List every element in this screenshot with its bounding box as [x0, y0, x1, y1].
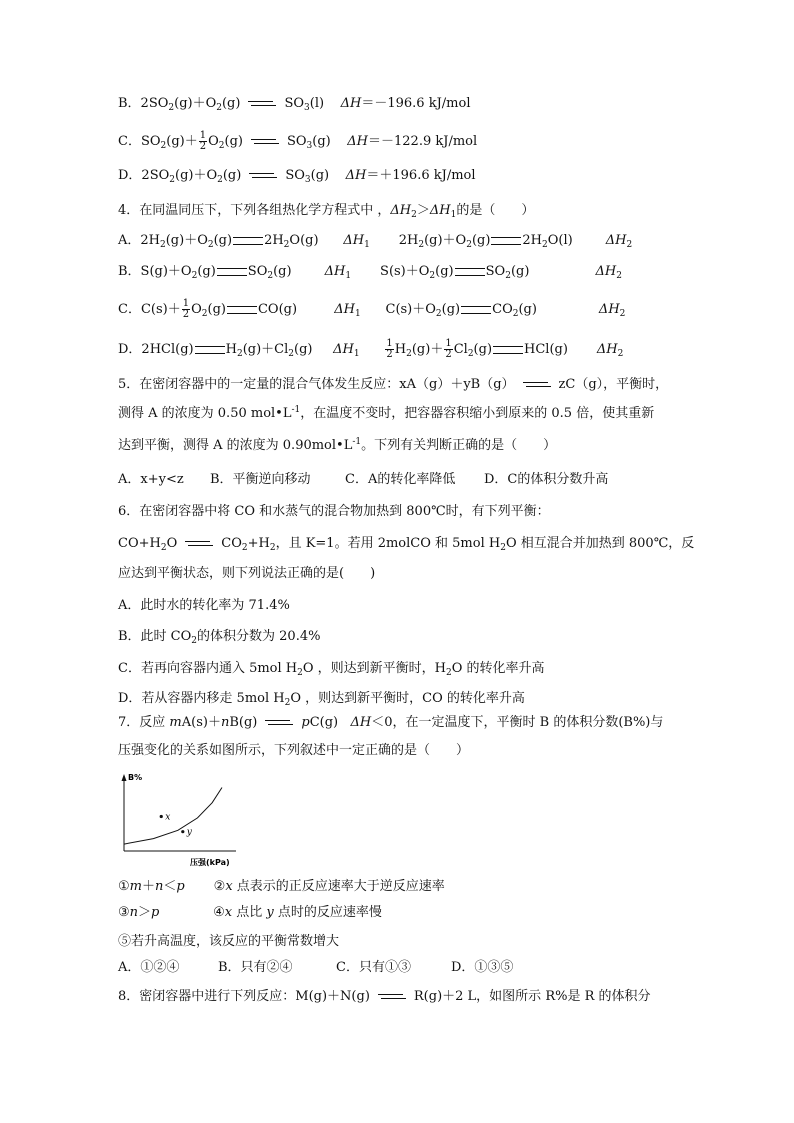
q7-line1: 7．反应 mA(s)＋nB(g) pC(g) ΔH＜0，在一定温度下，平衡时 B 的体积分数(B%)与	[118, 715, 664, 730]
q4-option-d: D．2HCl(g) $H_2(g)+Cl_2(g)$ $\Delta H_1$ $\frac{1}{2}$ $H_2(g)+$ $\frac{1}{2}$ $Cl_2(g)$ HCl(g) $\Delta H_2$	[118, 338, 624, 360]
q3-option-b: B．$2SO_2(g)+O_2(g)$ $SO_3(l)$ ΔH＝－196.6 kJ/mol	[118, 96, 471, 113]
q4-option-b: B．$S(g)+O_2(g)$ $SO_2(g)$ $\Delta H_1$ $S(s)+O_2(g)$ $SO_2(g)$ $\Delta H_2$	[118, 264, 622, 281]
q5-line2: 测得 A 的浓度为 0.50 $mol•L^{-1}$，在温度不变时，把容器容积缩小到原来的 0.5 倍，使其重新	[118, 405, 655, 421]
q7-statement-1-2: ①m＋n＜p ②x 点表示的正反应速率大于逆反应速率	[118, 879, 445, 894]
q7-statement-3-4: ③n＞p ④x 点比 y 点时的反应速率慢	[118, 905, 382, 920]
pressure-b-percent-chart	[112, 768, 252, 868]
q5-option-a[interactable]: A．x+y<z	[118, 472, 184, 487]
point-x	[160, 815, 163, 818]
q5-option-c[interactable]: C．A的转化率降低	[345, 472, 456, 487]
q6-option-b[interactable]: B．此时 $CO_2$的体积分数为 20.4%	[118, 629, 321, 646]
q7-option-d[interactable]: D．①③⑤	[451, 960, 514, 975]
point-y	[181, 830, 184, 833]
q5-line3: 达到平衡，测得 A 的浓度为 $0.90mol•L^{-1}$。下列有关判断正确的是（ ）	[118, 437, 557, 453]
q6-line3: 应达到平衡状态，则下列说法正确的是( )	[118, 566, 376, 581]
x-axis-label: 压强(kPa)	[190, 858, 230, 867]
y-axis-arrow	[122, 774, 127, 781]
q3-option-d: D．$2SO_2(g)+O_2(g)$ $SO_3(g)$ ΔH＝＋196.6 kJ/mol	[118, 168, 476, 185]
q5-line1: 5．在密闭容器中的一定量的混合气体发生反应：xA（g）＋yB（g） zC（g），平衡时，	[118, 377, 669, 392]
q7-option-a[interactable]: A．①②④	[118, 960, 180, 975]
q6-option-c[interactable]: C．若再向容器内通入 5mol $H_2O$ ，则达到新平衡时，$H_2O$ 的转化率升高	[118, 661, 545, 678]
q7-line2: 压强变化的关系如图所示，下列叙述中一定正确的是（ ）	[118, 743, 470, 758]
q6-option-d[interactable]: D．若从容器内移走 5mol $H_2O$ ，则达到新平衡时，CO 的转化率升高	[118, 691, 525, 708]
q6-option-a[interactable]: A．此时水的转化率为 71.4%	[118, 598, 290, 613]
q6-line1: 6．在密闭容器中将 CO 和水蒸气的混合物加热到 800℃时，有下列平衡：	[118, 504, 550, 519]
q5-option-b[interactable]: B．平衡逆向移动	[210, 472, 311, 487]
point-label-y: y	[186, 827, 192, 838]
point-label-x: x	[165, 812, 171, 823]
y-axis-label: B%	[128, 773, 143, 782]
q5-option-d[interactable]: D．C的体积分数升高	[484, 472, 609, 487]
q7-option-c[interactable]: C．只有①③	[336, 960, 411, 975]
q7-option-b[interactable]: B．只有②④	[218, 960, 293, 975]
q3-option-c: C．$SO_2(g)+$ $\frac{1}{2}$ $O_2(g)$ $SO_3(g)$ ΔH＝－122.9 kJ/mol	[118, 130, 478, 152]
q8-line1: 8．密闭容器中进行下列反应：M(g)＋N(g) R(g)＋2 L，如图所示 R%是 R 的体积分	[118, 989, 651, 1004]
q6-line2: $CO+H_2O$ $CO_2+H_2$，且 K=1。若用 2molCO 和 5mol $H_2O$ 相互混合并加热到 800℃，反	[118, 536, 695, 553]
q4-stem: 4．在同温同压下，下列各组热化学方程式中 ，$\Delta H_2>\Delta H_1$的是（ ）	[118, 203, 535, 220]
q4-option-c: C．C(s)＋ $\frac{1}{2}$ $O_2(g)$ CO(g) $\Delta H_1$ $C(s)+O_2(g)$ $CO_2(g)$ $\Delta H_2$	[118, 298, 626, 320]
equilibrium-curve	[124, 788, 222, 845]
q4-option-a: A．$2H_2(g)+O_2(g)$ $2H_2O(g)$ $\Delta H_1$ $2H_2(g)+O_2(g)$ $2H_2O(l)$ $\Delta H_2$	[118, 233, 633, 250]
q7-statement-5: ⑤若升高温度，该反应的平衡常数增大	[118, 934, 340, 949]
